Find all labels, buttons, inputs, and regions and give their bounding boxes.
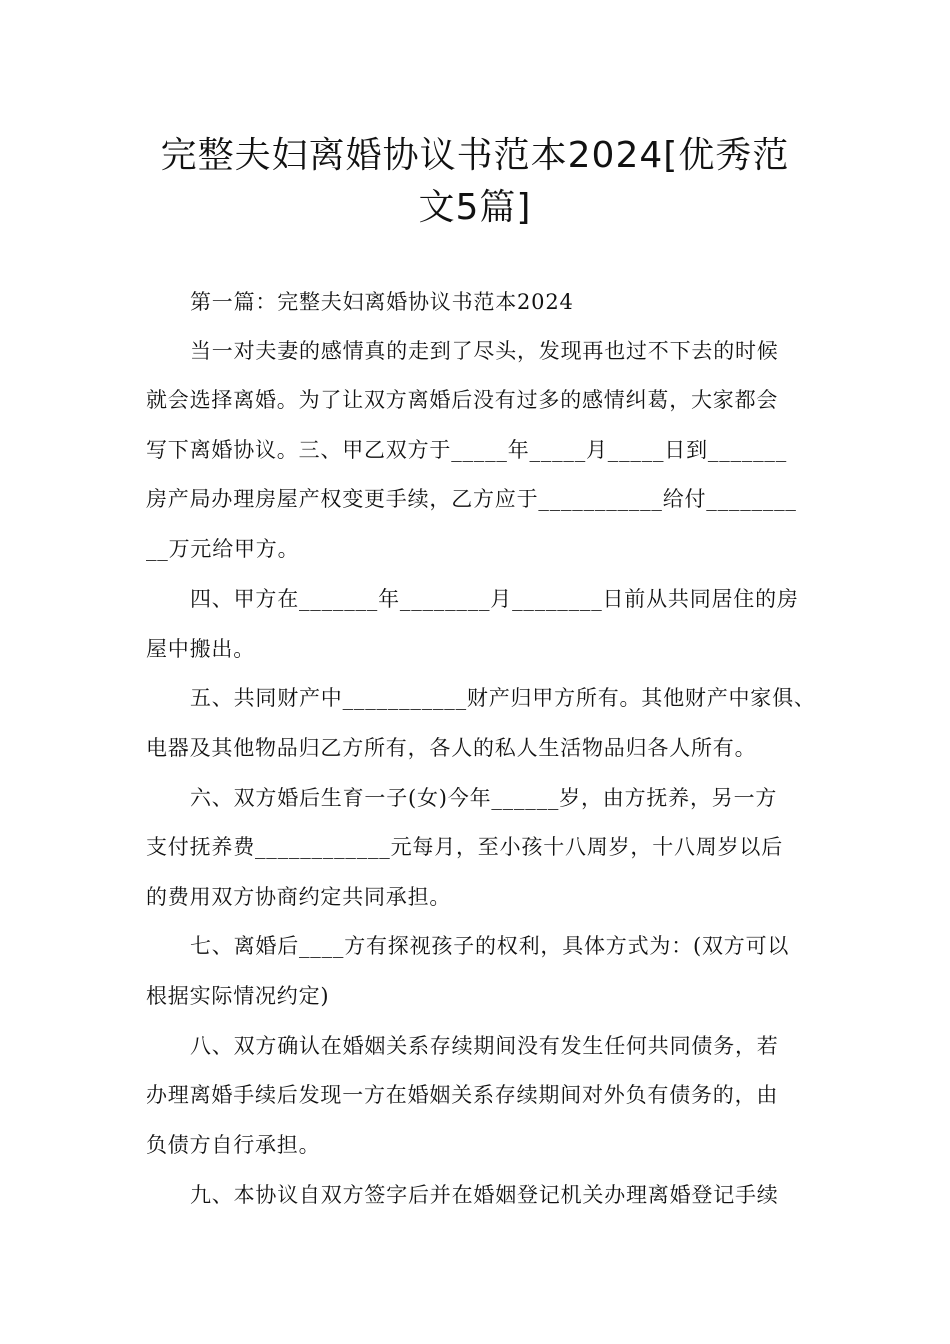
text-line: 五、共同财产中___________财产归甲方所有。其他财产中家俱、	[190, 686, 816, 710]
text-line: 电器及其他物品归乙方所有，各人的私人生活物品归各人所有。	[146, 736, 757, 760]
text-line: 当一对夫妻的感情真的走到了尽头，发现再也过不下去的时候	[190, 339, 779, 363]
text-line: 七、离婚后____方有探视孩子的权利，具体方式为：(双方可以	[190, 934, 790, 958]
section-heading: 第一篇：完整夫妇离婚协议书范本2024	[190, 290, 574, 314]
text-line: 四、甲方在_______年________月________日前从共同居住的房	[190, 587, 799, 611]
text-line: 九、本协议自双方签字后并在婚姻登记机关办理离婚登记手续	[190, 1183, 779, 1207]
text-line: 办理离婚手续后发现一方在婚姻关系存续期间对外负有债务的，由	[146, 1083, 779, 1107]
document-title-line-2: 文5篇]	[418, 187, 532, 228]
text-line: 根据实际情况约定)	[146, 984, 330, 1008]
text-line: 八、双方确认在婚姻关系存续期间没有发生任何共同债务，若	[190, 1034, 779, 1058]
text-line: 的费用双方协商约定共同承担。	[146, 885, 452, 909]
text-line: 屋中搬出。	[146, 637, 255, 661]
text-line: __万元给甲方。	[146, 537, 300, 561]
text-line: 写下离婚协议。三、甲乙双方于_____年_____月_____日到_______	[146, 438, 787, 462]
text-line: 六、双方婚后生育一子(女)今年______岁，由方抚养，另一方	[190, 786, 778, 810]
text-line: 就会选择离婚。为了让双方离婚后没有过多的感情纠葛，大家都会	[146, 388, 779, 412]
text-line: 支付抚养费____________元每月，至小孩十八周岁，十八周岁以后	[146, 835, 783, 859]
document-title-line-1: 完整夫妇离婚协议书范本2024[优秀范	[160, 135, 790, 176]
text-line: 负债方自行承担。	[146, 1133, 321, 1157]
text-line: 房产局办理房屋产权变更手续，乙方应于___________给付________	[146, 487, 797, 511]
